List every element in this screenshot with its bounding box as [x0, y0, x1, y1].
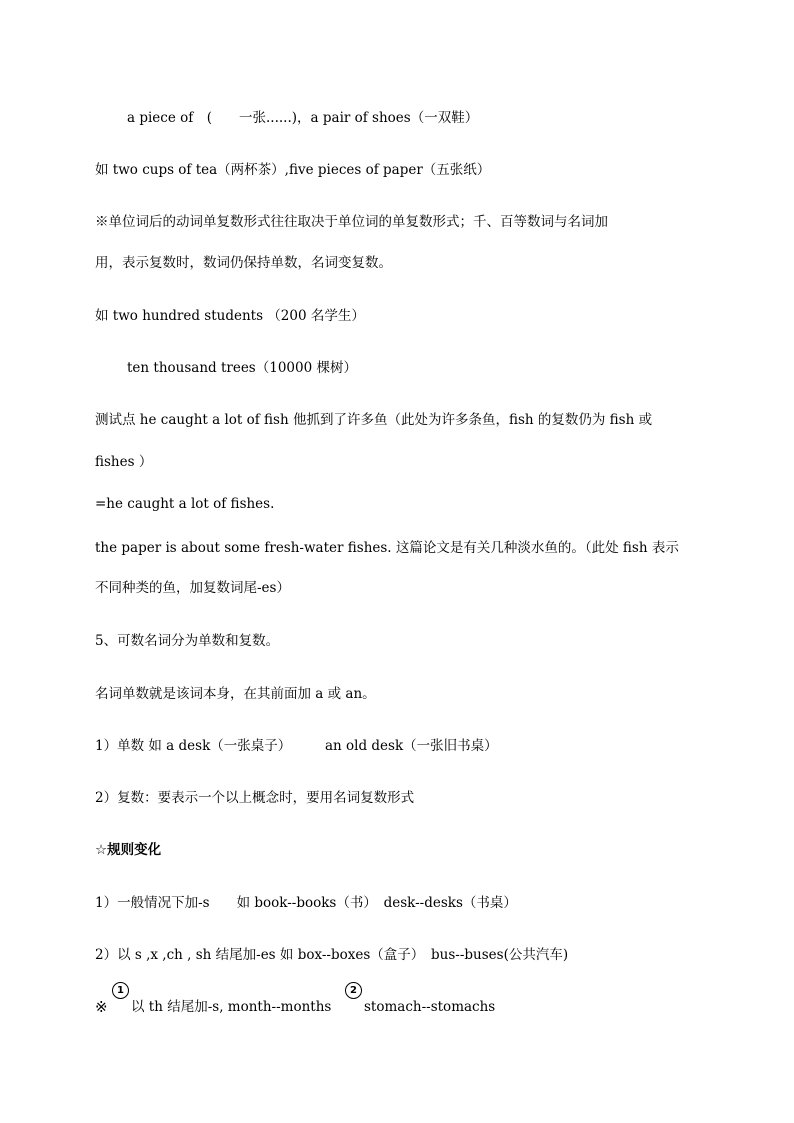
- text-line-18: 2）以 s ,x ,ch , sh 结尾加-es 如 box--boxes（盒子） bus--buses(公共汽车): [95, 947, 569, 963]
- rule-th-text: 以 th 结尾加-s, month--months: [131, 999, 332, 1015]
- text-line-15: 2）复数：要表示一个以上概念时，要用名词复数形式: [95, 790, 415, 806]
- text-line-5: 如 two hundred students （200 名学生）: [95, 308, 365, 324]
- section-heading-regular-changes: ☆规则变化: [95, 842, 162, 858]
- text-line-2: 如 two cups of tea（两杯茶）,five pieces of paper（五张纸）: [95, 162, 491, 178]
- text-line-14: 1）单数 如 a desk（一张桌子） an old desk（一张旧书桌）: [95, 738, 498, 754]
- text-line-13: 名词单数就是该词本身，在其前面加 a 或 an。: [95, 686, 376, 702]
- text-line-12: 5、可数名词分为单数和复数。: [95, 633, 280, 649]
- text-line-6: ten thousand trees（10000 棵树）: [127, 360, 357, 376]
- text-line-8: fishes ）: [95, 454, 153, 470]
- text-line-7: 测试点 he caught a lot of fish 他抓到了许多鱼（此处为许多条鱼，fish 的复数仍为 fish 或: [95, 412, 653, 428]
- text-line-11: 不同种类的鱼，加复数词尾-es）: [95, 580, 290, 596]
- text-line-3: ※单位词后的动词单复数形式往往取决于单位词的单复数形式；千、百等数词与名词加: [95, 214, 608, 230]
- text-line-17: 1）一般情况下加-s 如 book--books（书） desk--desks（书桌）: [95, 895, 517, 911]
- text-line-1: a piece of ( 一张......)，a pair of shoes（一双鞋）: [127, 110, 479, 126]
- text-line-4: 用，表示复数时，数词仍保持单数，名词变复数。: [95, 255, 392, 271]
- text-line-9: =he caught a lot of fishes.: [95, 496, 275, 512]
- circled-number-2: 2: [345, 982, 362, 999]
- text-line-10: the paper is about some fresh-water fishes. 这篇论文是有关几种淡水鱼的。（此处 fish 表示: [95, 540, 679, 556]
- circled-number-1: 1: [112, 982, 129, 999]
- rule-stomach-text: stomach--stomachs: [364, 999, 496, 1015]
- reference-mark: ※: [95, 998, 108, 1016]
